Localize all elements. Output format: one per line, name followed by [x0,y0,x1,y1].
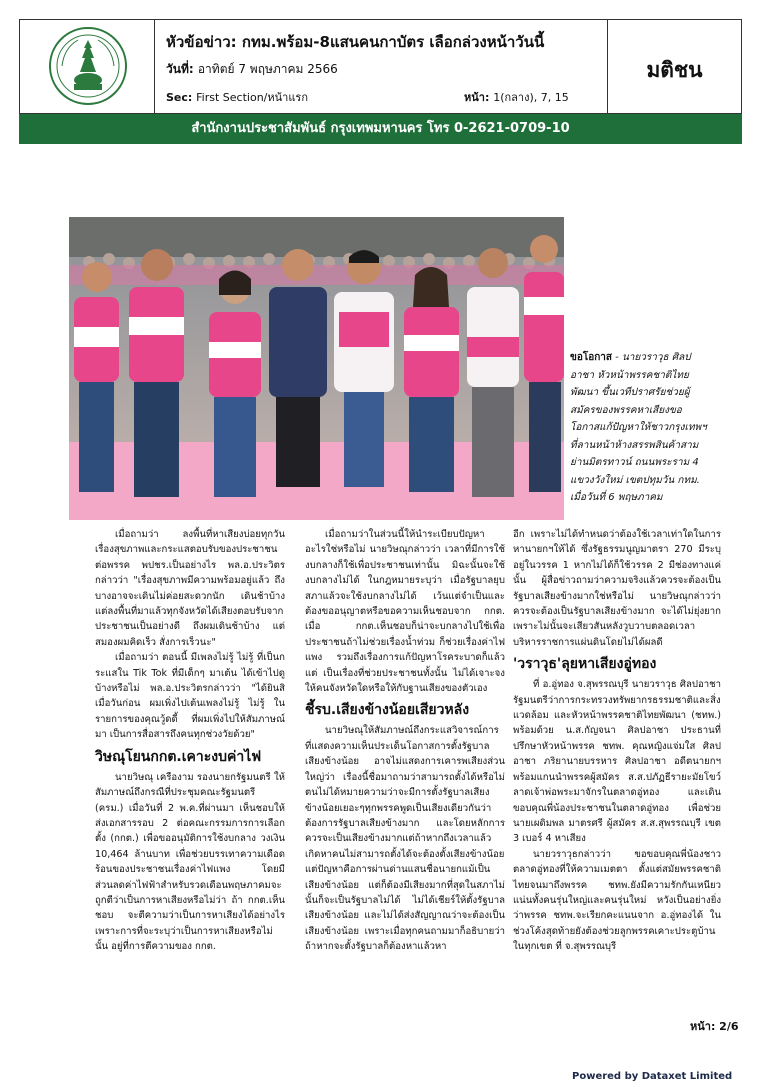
date-value: อาทิตย์ 7 พฤษภาคม 2566 [197,62,338,76]
photo-caption [570,349,710,507]
logo-cell [20,20,155,113]
caption-lead: ขอโอกาส [570,352,612,363]
article-paragraph: นายวราวุธกล่าวว่า ขอขอบคุณพี่น้องชาวตลาดอู่ทองที่ให้ความเมตตา ตั้งแต่สมัยพรรคชาติไทยจนมาถึงพรรค ชทพ.ยังมีความรักกันเหนียวแน่นทั้งคนรุ่นใหญ่และคนรุ่นใหม่ หวังเป็นอย่างยิ่งว่าพรรค ชทพ.จะเรียกคะแนนจาก อ.อู่ทองได้ ในช่วงโค้งสุดท้ายยังต้องช่วยลูกพรรคเคาะประตูบ้านในทุกเขต ที่ จ.สุพรรณบุรี [513,848,721,953]
article-column-3 [513,527,721,955]
news-photo [69,217,564,520]
page-counter: หน้า: 2/6 [690,1020,739,1033]
page-label: หน้า: [464,91,490,104]
news-title-label: หัวข้อข่าว: [166,33,237,51]
powered-by-credit: Powered by Dataxet Limited [572,1071,733,1082]
date-row [166,60,338,79]
section-label: Sec: [166,91,193,104]
publication-name: มติชน [646,58,703,82]
date-label: วันที่: [166,62,194,76]
article-paragraph: เมื่อถามว่า ตอนนี้ มีเพลงไม่รู้ ไม่รู้ ที่เป็นกระแสใน Tik Tok ที่มีเด็กๆ มาเต้น ได้เข้าไปดูบ้างหรือไม่ พล.อ.ประวิตรกล่าวว่า "ได้ยินสิ เมื่อวันก่อน ผมเพิ่งไปเต้นเพลงไม่รู้ ไม่รู้ ในรายการของคุณวู้ดดี้ ที่ผมเพิ่งไปให้สัมภาษณ์มา เป็นการสื่อสารถึงคนทุกช่วงวัยด้วย" [95,652,285,741]
article-subheading: ชี้รบ.เสียงข้างน้อยเสียวหลัง [305,702,470,719]
page-row [464,88,569,106]
publication-cell [607,20,741,113]
article-subheading: วิษณุโยนกกต.เคาะงบค่าไฟ [95,748,262,765]
pr-office-banner: สำนักงานประชาสัมพันธ์ กรุงเทพมหานคร โทร 0-2621-0709-10 [19,114,742,144]
photo-illustration [69,217,564,520]
article-paragraph: นายวิษณุ เครืองาม รองนายกรัฐมนตรี ให้สัมภาษณ์ถึงกรณีที่ประชุมคณะรัฐมนตรี (ครม.) เมื่อวันที่ 2 พ.ค.ที่ผ่านมา เห็นชอบให้ส่งเอกสารรอบ 2 ต่อคณะกรรมการการเลือกตั้ง (กกต.) เพื่อขออนุมัติการใช้งบกลาง วงเงิน 10,464 ล้านบาท เพื่อช่วยบรรเทาความเดือดร้อนของประชาชนเรื่องค่าไฟแพง โดยมีส่วนลดค่าไฟฟ้าสำหรับรวดเดือนพฤษภาคมจะถูกตีว่าเป็นการหาเสียงหรือไม่ว่า ถ้า กกต.เห็นชอบ จะตีความว่าเป็นการหาเสียงได้อย่างไร เพราะการที่จะระบุว่าเป็นการหาเสียงหรือไม่นั้น อยู่ที่การตีความของ กกต. [95,771,285,953]
article-paragraph: ที่ อ.อู่ทอง จ.สุพรรณบุรี นายวราวุธ ศิลปอาชา รัฐมนตรีว่าการกระทรวงทรัพยากรธรรมชาติและสิ่งแวดล้อม และหัวหน้าพรรคชาติไทยพัฒนา (ชทพ.) พร้อมด้วย น.ส.กัญจนา ศิลปอาชา ประธานที่ปรึกษาหัวหน้าพรรค ชทพ. คุณหญิงแจ่มใส ศิลปอาชา ภริยานายบรรหาร ศิลปอาชา อดีตนายกฯ พร้อมแกนนำพรรคผู้สมัคร ส.ส.ปภัฏธีรายะมัยโขว์ลาดเจ้าพ่อพระมาจักรในตลาดอู่ทอง และเดินขอบคุณพี่น้องประชาชนในตลาดอู่ทอง เพื่อช่วยนายเผดิมพล มาตรศรี ผู้สมัคร ส.ส.สุพรรณบุรี เขต 3 เบอร์ 4 หาเสียง [513,679,721,845]
header-info [154,20,609,113]
article-paragraph: เมื่อถามว่าในส่วนนี้ให้นำระเบียบปัญหาอะไรใช่หรือไม่ นายวิษณุกล่าวว่า เวลาที่มีการใช้งบกลางก็ใช้เพื่อประชาชนเท่านั้น มิฉะนั้นจะใช้งบกลางไม่ได้ ในกฎหมายระบุว่า เมื่อรัฐบาลยุบสภาแล้วจะใช้งบกลางไม่ได้ เว้นแต่จำเป็นและต้องขออนุญาตหรือขอความเห็นชอบจาก กกต. เมื่อ กกต.เห็นชอบก็น่าจะบกลางไปใช้เพื่อประชาชนถ้าไม่ช่วยเรื่องน้ำท่วม ก็ช่วยเรื่องค่าไฟแพง รวมถึงเรื่องการแก้ปัญหาโรคระบาดก็แล้วแต่ เป็นเรื่องที่ช่วยประชาชนทั้งนั้น ไม่ได้เจาะจงให้คนจังหวัดใดหรือให้กับฐานเสียงของตัวเอง [305,529,505,695]
news-title-row [166,30,544,54]
article-paragraph: นายวิษณุให้สัมภาษณ์ถึงกระแสวิจารณ์การที่แสดงความเห็นประเด็นโอกาสการตั้งรัฐบาลเสียงข้างน้อย อาจไม่แสดงการเคารพเสียงส่วนใหญ่ว่า เรื่องนี้ชื่อมาถามว่าสามารถตั้งได้หรือไม่ ตนไม่ได้หมายความว่าจะมีการตั้งรัฐบาลเสียงข้างน้อยเยอะๆทุกพรรคพูดเป็นเสียงเดียวกันว่าต้องการรัฐบาลเสียงข้างมาก และโดยหลักการควรจะเป็นเสียงข้างมากแต่ถ้าหากถึงเวลาแล้วเกิดหาคนไม่สามารถตั้งได้จะต้องตั้งเสียงข้างน้อย แต่ปัญหาคือการผ่านด่านแสนชื่อนายกแม้เป็นเสียงข้างน้อย แต่ก็ต้องมีเสียงมากที่สุดในสภาไม่นั้นก็จะเป็นรัฐบาลไม่ได้ ไม่ได้เชียร์ให้ตั้งรัฐบาลเสียงข้างน้อย และไม่ได้ส่งสัญญาณว่าจะต้องเป็นเสียงข้างน้อย เพราะเมื่อทุกคนถามมาก็อธิบายว่าถ้าหากจะตั้งรัฐบาลก็ต้องหาแล้วหา [305,725,505,953]
page-value: 1(กลาง), 7, 15 [493,91,569,104]
article-column-1 [95,527,285,955]
bma-seal-logo [48,26,128,106]
article-subheading: 'วราวุธ'ลุยหาเสียงอู่ทอง [513,656,657,673]
section-row [166,88,308,106]
caption-text: - นายวราวุธ ศิลปอาชา หัวหน้าพรรคชาติไทยพัฒนา ขึ้นเวทีปราศรัยช่วยผู้สมัครของพรรคหาเสียงขอโอกาสแก้ปัญหาให้ชาวกรุงเทพฯ ที่ลานหน้าห้างสรรพสินค้าสามย่านมิตรทาวน์ ถนนพระราม 4 แขวงวังใหม่ เขตปทุมวัน กทม. เมื่อวันที่ 6 พฤษภาคม [570,352,707,503]
news-title: กทม.พร้อม-8แสนคนกาบัตร เลือกล่วงหน้าวันนี้ [241,33,545,51]
article-paragraph: เมื่อถามว่า ลงพื้นที่หาเสียงบ่อยทุกวัน เรื่องสุขภาพและกระแสตอบรับของประชาชนต่อพรรค พปชร.เป็นอย่างไร พล.อ.ประวิตรกล่าวว่า "เรื่องสุขภาพมีความพร้อมอยู่แล้ว ถึงบางอาจจะเดินไม่ค่อยสะดวกนัก เดินช้าบ้าง แต่ลงพื้นที่มาแล้วทุกจังหวัดได้เสียงตอบรับจากประชาชนเป็นอย่างดี ถึงผมเดินช้าบ้าง แต่สมองผมคิดเร็ว สั่งการเร็วนะ" [95,529,285,648]
article-paragraph: อีก เพราะไม่ได้ทำหนดว่าต้องใช้เวลาเท่าใดในการหานายกฯให้ได้ ซึ่งรัฐธรรมนูญมาตรา 270 มีระบุอยู่ในวรรค 1 หากไม่ได้ก็ใช้วรรค 2 มีช่องทางแค่นั้น ผู้สื่อข่าวถามว่าความจริงแล้วควรจะต้องเป็นรัฐบาลเสียงข้างมากใช่หรือไม่ นายวิษณุกล่าวว่า ควรจะต้องเป็นรัฐบาลเสียงข้างมาก จะได้ไม่ยุ่งยาก เพราะไม่นั้นจะเสียวสันหลังวูบวาบตลอดเวลาบริหารราชการแผ่นดินโดยไม่ได้ผลดี [513,529,721,648]
article-column-2 [305,527,505,955]
clipping-header [19,19,742,114]
section-value: First Section/หน้าแรก [196,91,308,104]
